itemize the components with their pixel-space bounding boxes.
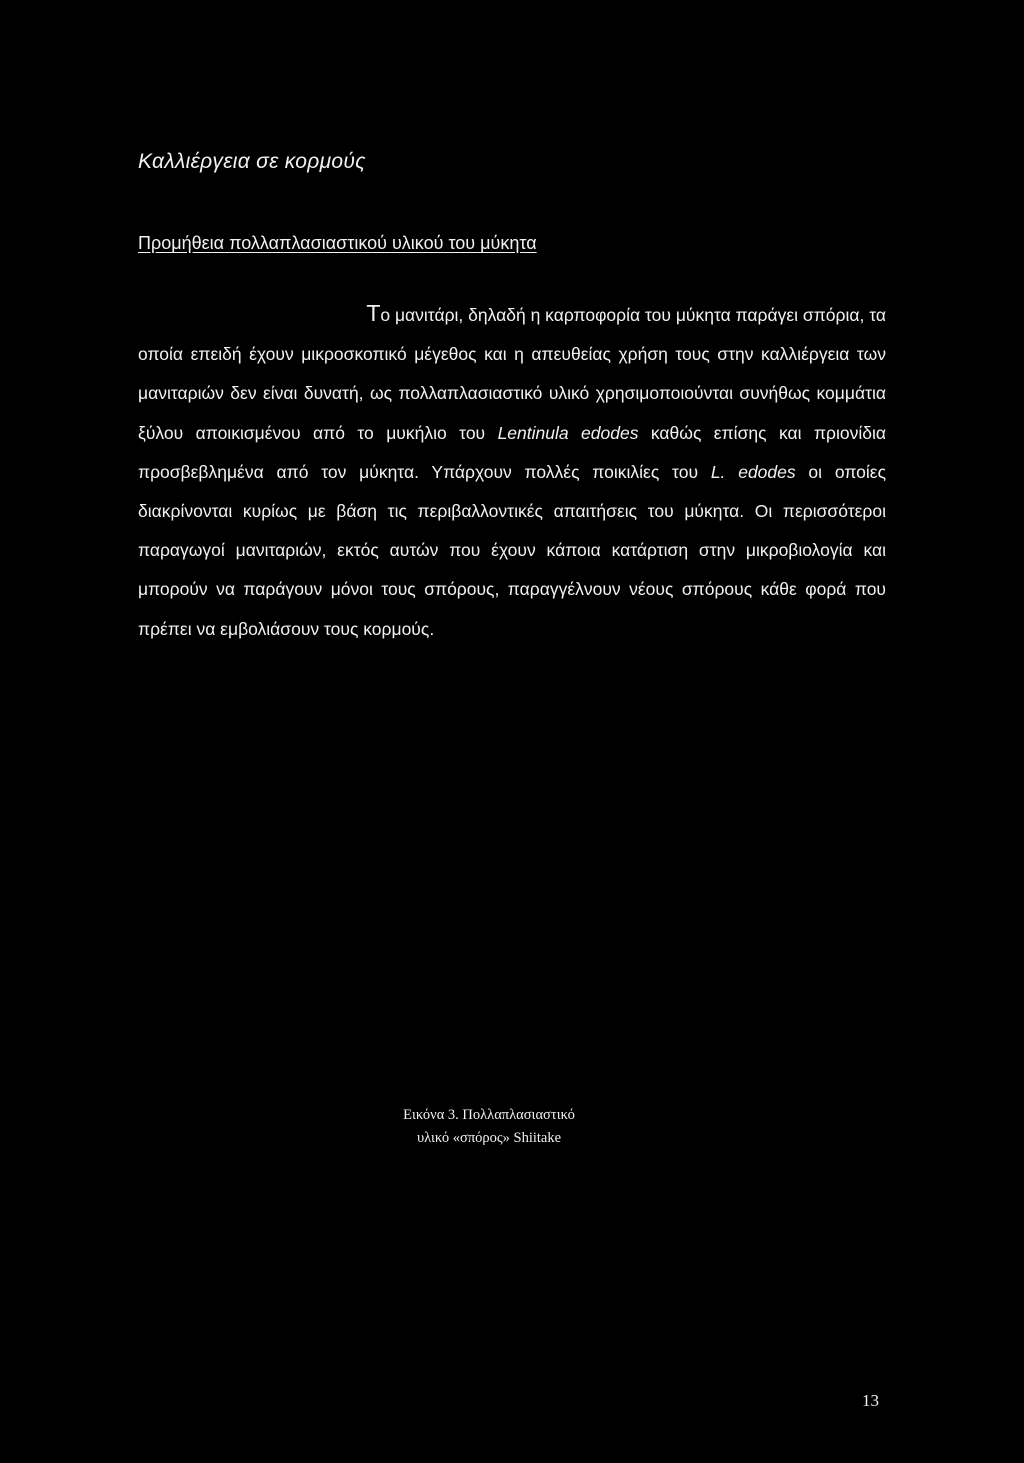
paragraph-first-line <box>138 296 886 335</box>
paragraph-text-part3: οι οποίες διακρίνονται κυρίως με βάση τις περιβαλλοντικές απαιτήσεις του μύκητα. Οι περισσότεροι παραγωγοί μανιταριών, εκτός αυτών που έχουν κάποια κατάρτιση στην μικροβιολογία και μπορούν να παράγουν μόνοι τους σπόρους, παραγγέλνουν νέους σπόρους κάθε φορά που πρέπει να εμβολιάσουν τους κορμούς. <box>138 461 887 639</box>
paragraph-first-line-text: ο μανιτάρι, δηλαδή η καρποφορία του μύκητα παράγει σπόρια, τα <box>380 305 886 325</box>
figure-caption-line2: υλικό «σπόρος» Shiitake <box>416 1130 562 1146</box>
species-name: Lentinula edodes <box>497 422 639 443</box>
species-abbreviation: L. edodes <box>710 461 796 482</box>
drop-cap: Τ <box>366 300 381 326</box>
section-title: Καλλιέργεια σε κορμούς <box>138 150 366 173</box>
figure-caption <box>300 1104 678 1150</box>
paragraph-text-part1: οποία επειδή έχουν μικροσκοπικό μέγεθος και η απευθείας χρήση τους στην καλλιέργεια των μανιταριών δεν είναι δυνατή, ως πολλαπλασιαστικό υλικό χρησιμοποιούνται συνήθως κομμάτια ξύλου αποικισμένου από το μυκήλιο του <box>138 344 886 443</box>
paragraph-text-part2: καθώς επίσης και πριονίδια προσβεβλημένα από τον μύκητα. Υπάρχουν πολλές ποικιλίες του <box>138 422 886 482</box>
page-number: 13 <box>862 1391 879 1410</box>
figure-caption-line1: Εικόνα 3. Πολλαπλασιαστικό <box>403 1107 575 1123</box>
body-paragraph <box>138 296 886 649</box>
subsection-title: Προμήθεια πολλαπλασιαστικού υλικού του μύκητα <box>138 233 537 253</box>
